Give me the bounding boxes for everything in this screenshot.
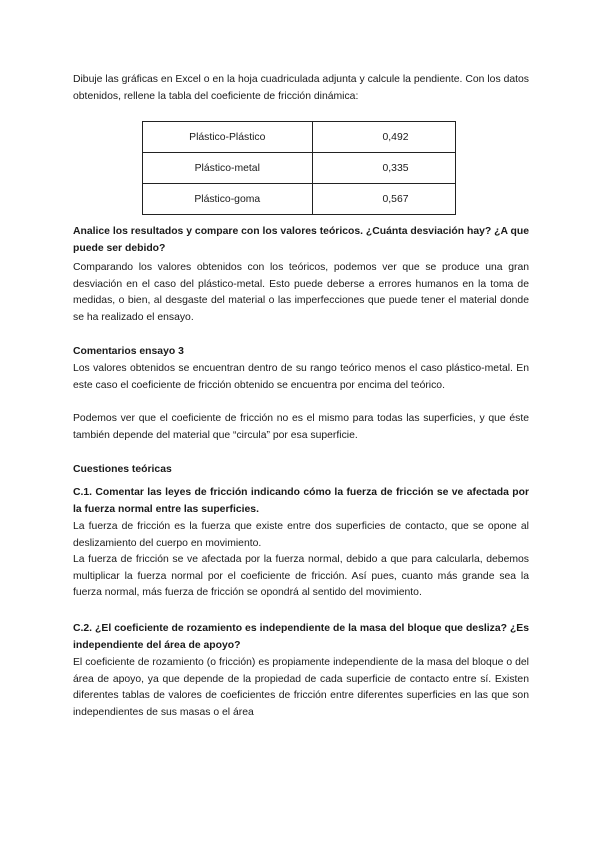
comments-paragraph-1: Los valores obtenidos se encuentran dentro de su rango teórico menos el caso plástico-metal. En este caso el coeficiente de fricción obtenido se encuentra por encima del teórico. [73,363,529,391]
material-cell: Plástico-Plástico [143,122,313,153]
comments-paragraph-2: Podemos ver que el coeficiente de fricción no es el mismo para todas las superficies, y que éste también depende del material que “circula” por esa superficie. [73,413,529,441]
intro-paragraph: Dibuje las gráficas en Excel o en la hoja cuadriculada adjunta y calcule la pendiente. Con los datos obtenidos, rellene la tabla del coeficiente de fricción dinámica: [73,74,529,102]
analysis-body: Comparando los valores obtenidos con los teóricos, podemos ver que se produce una gran desviación en el caso del plástico-metal. Esto puede deberse a errores humanos en la toma de medidas, o bien, al desgaste del material o las imperfecciones que puede tener el material donde se ha realizado el ensayo. [73,262,529,323]
c2-heading: C.2. ¿El coeficiente de rozamiento es independiente de la masa del bloque que desliza? ¿Es independiente del área de apoyo? [73,623,529,651]
friction-table [142,121,456,215]
c1-paragraph-2: La fuerza de fricción se ve afectada por la fuerza normal, debido a que para calcularla, debemos multiplicar la fuerza normal por el coeficiente de fricción. Así pues, cuanto más grande sea la fuerza normal, más fuerza de fricción se opondrá al sentido del movimiento. [73,554,529,599]
value-cell: 0,335 [312,153,455,184]
material-cell: Plástico-goma [143,184,313,215]
value-cell: 0,492 [312,122,455,153]
table-row [143,122,456,153]
c1-paragraph-1: La fuerza de fricción es la fuerza que existe entre dos superficies de contacto, que se opone al deslizamiento del cuerpo en movimiento. [73,521,529,549]
theory-heading: Cuestiones teóricas [73,464,172,475]
c1-heading: C.1. Comentar las leyes de fricción indicando cómo la fuerza de fricción se ve afectada por la fuerza normal entre las superficies. [73,487,529,515]
table-row [143,153,456,184]
c2-paragraph-1: El coeficiente de rozamiento (o fricción) es propiamente independiente de la masa del bloque o del área de apoyo, ya que depende de la propiedad de cada superficie de contacto entre sí. Existen diferentes tablas de valores de coeficientes de fricción entre diferentes superficies en las que son independientes de sus masas o el área [73,657,529,718]
analysis-heading: Analice los resultados y compare con los valores teóricos. ¿Cuánta desviación hay? ¿A que puede ser debido? [73,226,529,254]
value-cell: 0,567 [312,184,455,215]
comments-heading: Comentarios ensayo 3 [73,346,184,357]
material-cell: Plástico-metal [143,153,313,184]
table-row [143,184,456,215]
